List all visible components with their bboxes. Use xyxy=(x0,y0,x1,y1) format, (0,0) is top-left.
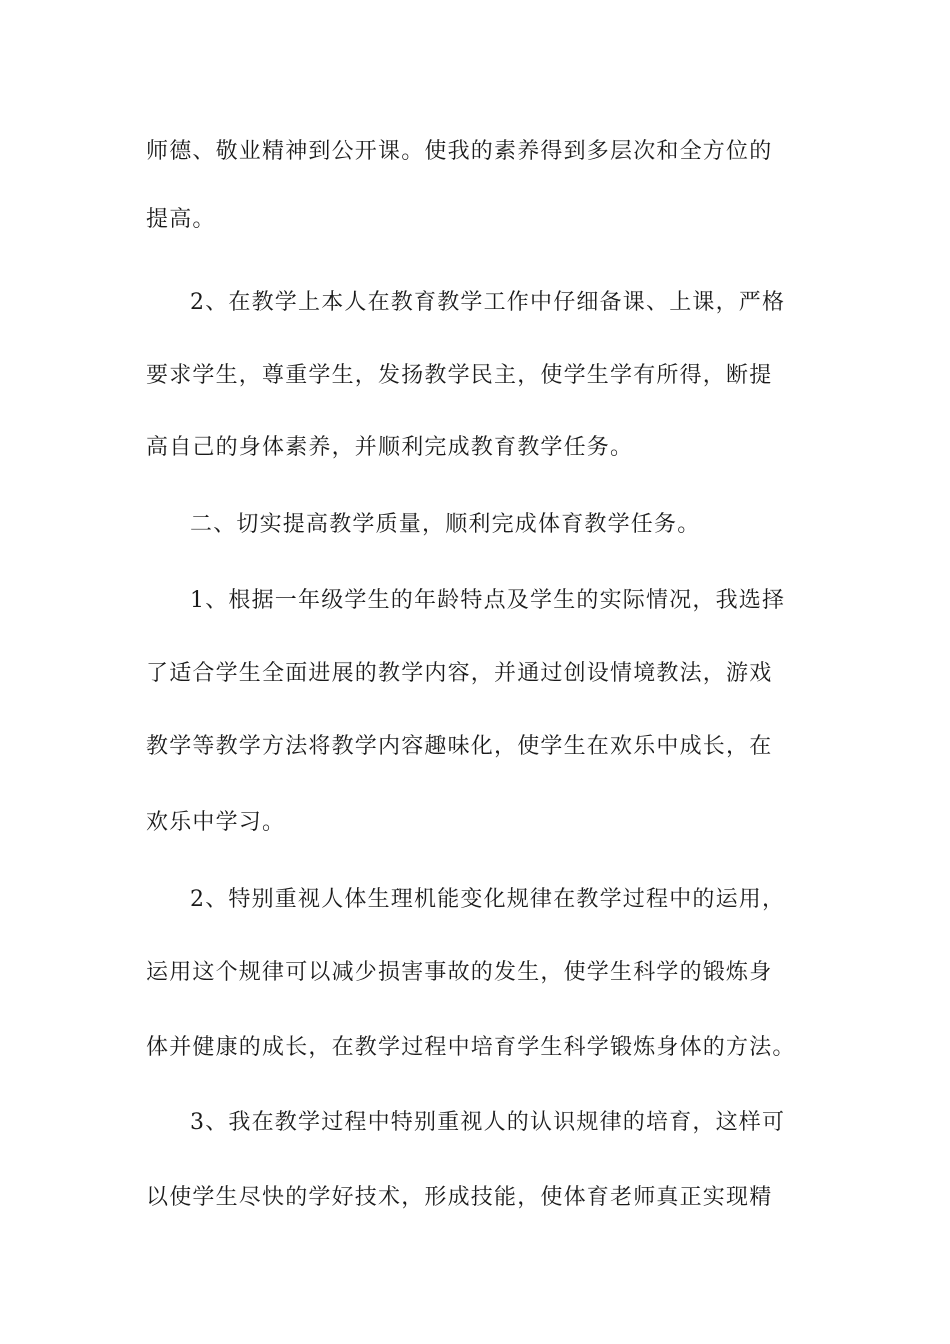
text-line: 运用这个规律可以减少损害事故的发生，使学生科学的锻炼身 xyxy=(146,960,773,985)
paragraph-start-line: 2、特别重视人体生理机能变化规律在教学过程中的运用， xyxy=(190,887,786,912)
paragraph-start-line: 3、我在教学过程中特别重视人的认识规律的培育，这样可 xyxy=(190,1110,786,1135)
paragraph-start-line: 2、在教学上本人在教育教学工作中仔细备课、上课，严格 xyxy=(190,290,786,315)
section-heading: 二、切实提高教学质量，顺利完成体育教学任务。 xyxy=(190,512,701,537)
text-line: 教学等教学方法将教学内容趣味化，使学生在欢乐中成长，在 xyxy=(146,734,773,759)
text-line: 以使学生尽快的学好技术，形成技能，使体育老师真正实现精 xyxy=(146,1185,773,1210)
text-line: 要求学生，尊重学生，发扬教学民主，使学生学有所得，断提 xyxy=(146,363,773,388)
text-line: 体并健康的成长，在教学过程中培育学生科学锻炼身体的方法。 xyxy=(146,1035,796,1060)
text-line: 欢乐中学习。 xyxy=(146,810,286,835)
text-line: 高自己的身体素养，并顺利完成教育教学任务。 xyxy=(146,435,634,460)
text-line: 了适合学生全面进展的教学内容，并通过创设情境教法，游戏 xyxy=(146,661,773,686)
text-line: 提高。 xyxy=(146,207,216,232)
text-line: 师德、敬业精神到公开课。使我的素养得到多层次和全方位的 xyxy=(146,139,773,164)
paragraph-start-line: 1、根据一年级学生的年龄特点及学生的实际情况，我选择 xyxy=(190,588,786,613)
